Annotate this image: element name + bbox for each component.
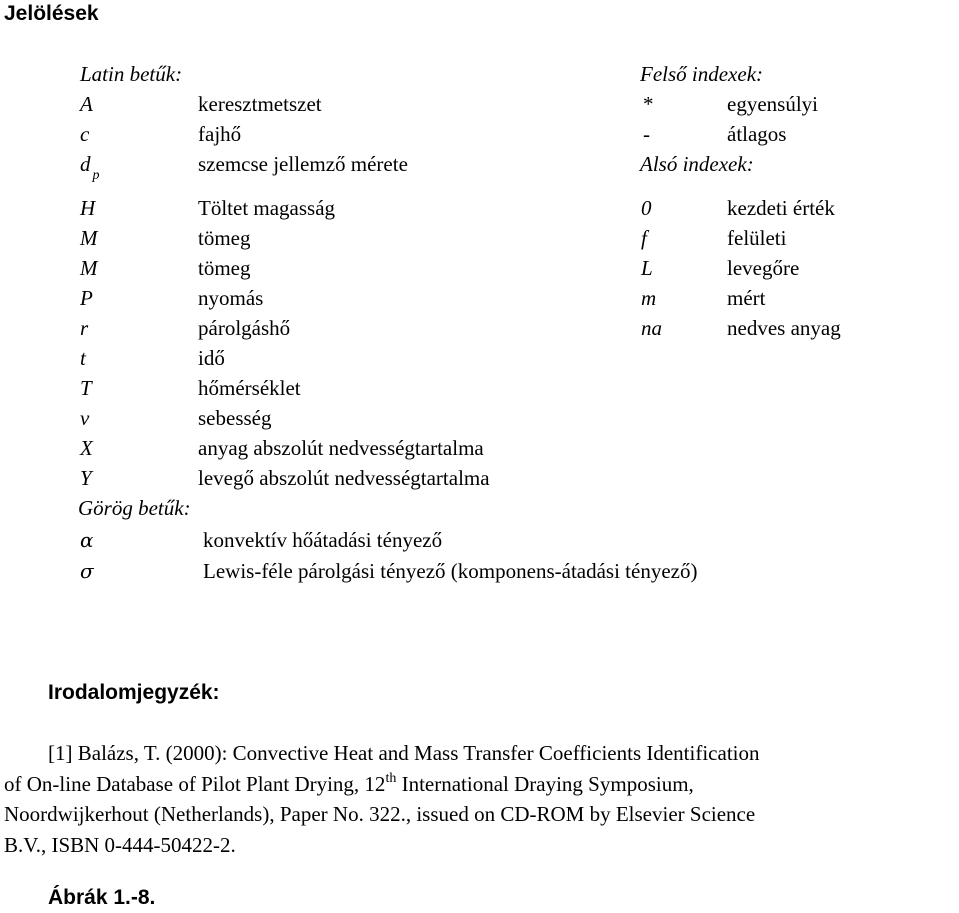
- index-desc: levegőre: [727, 256, 800, 280]
- reference-line-2: [4, 769, 959, 800]
- symbol-X: X: [80, 436, 93, 460]
- symbol-desc: nyomás: [198, 286, 264, 310]
- reference-entry: [4, 738, 959, 860]
- symbol-desc: konvektív hőátadási tényező: [203, 528, 443, 552]
- symbol-main: d: [80, 152, 91, 176]
- symbol-v: v: [80, 406, 90, 430]
- symbol-t: t: [80, 346, 86, 370]
- index-symbol: L: [641, 256, 653, 280]
- symbol-desc: Töltet magasság: [198, 196, 336, 220]
- index-symbol: -: [643, 122, 650, 146]
- symbol-desc: Lewis-féle párolgási tényező (komponens-átadási tényező): [203, 559, 698, 583]
- reference-line-2-a: of On-line Database of Pilot Plant Drying, 12: [4, 771, 386, 796]
- lower-indices-heading: Alsó indexek:: [640, 152, 754, 176]
- index-desc: felületi: [727, 226, 787, 250]
- index-desc: kezdeti érték: [727, 196, 835, 220]
- index-desc: mért: [727, 286, 766, 310]
- index-symbol: *: [643, 92, 654, 116]
- index-desc: átlagos: [727, 122, 787, 146]
- index-desc: nedves anyag: [727, 316, 841, 340]
- page-title: Jelölések: [4, 2, 99, 25]
- symbol-M: M: [80, 256, 98, 280]
- reference-line-1: [1] Balázs, T. (2000): Convective Heat and Mass Transfer Coefficients Identification: [48, 741, 760, 765]
- index-symbol: f: [641, 226, 647, 250]
- symbol-alpha: α: [80, 528, 94, 552]
- index-symbol: m: [641, 286, 657, 310]
- index-symbol: na: [641, 316, 662, 340]
- symbol-dp: [80, 152, 100, 183]
- symbol-desc: anyag abszolút nedvességtartalma: [198, 436, 484, 460]
- symbol-desc: szemcse jellemző mérete: [198, 152, 408, 176]
- symbol-M: M: [80, 226, 98, 250]
- symbol-desc: hőmérséklet: [198, 376, 301, 400]
- latin-letters-heading: Latin betűk:: [80, 62, 183, 86]
- figures-heading: Ábrák 1.-8.: [48, 886, 156, 909]
- symbol-desc: idő: [198, 346, 225, 370]
- upper-indices-heading: Felső indexek:: [640, 62, 764, 86]
- symbol-desc: párolgáshő: [198, 316, 291, 340]
- symbol-desc: fajhő: [198, 122, 242, 146]
- symbol-desc: tömeg: [198, 256, 251, 280]
- symbol-subscript: p: [92, 168, 100, 183]
- symbol-A: A: [80, 92, 93, 116]
- reference-line-2-b: International Draying Symposium,: [396, 771, 694, 796]
- greek-letters-heading: Görög betűk:: [78, 496, 191, 520]
- symbol-H: H: [80, 196, 96, 220]
- references-heading: Irodalomjegyzék:: [48, 681, 220, 704]
- symbol-desc: levegő abszolút nedvességtartalma: [198, 466, 490, 490]
- reference-line-4: B.V., ISBN 0-444-50422-2.: [4, 832, 236, 857]
- ordinal-superscript: th: [385, 770, 397, 786]
- symbol-P: P: [80, 286, 93, 310]
- symbol-r: r: [80, 316, 89, 340]
- symbol-Y: Y: [80, 466, 92, 490]
- symbol-c: c: [80, 122, 90, 146]
- reference-line-3: Noordwijkerhout (Netherlands), Paper No. 322., issued on CD-ROM by Elsevier Science: [4, 802, 756, 826]
- index-symbol: 0: [641, 196, 652, 220]
- symbol-desc: tömeg: [198, 226, 251, 250]
- symbol-desc: sebesség: [198, 406, 272, 430]
- index-desc: egyensúlyi: [727, 92, 818, 116]
- symbol-desc: keresztmetszet: [198, 92, 322, 116]
- symbol-T: T: [80, 376, 92, 400]
- symbol-sigma: σ: [80, 559, 94, 583]
